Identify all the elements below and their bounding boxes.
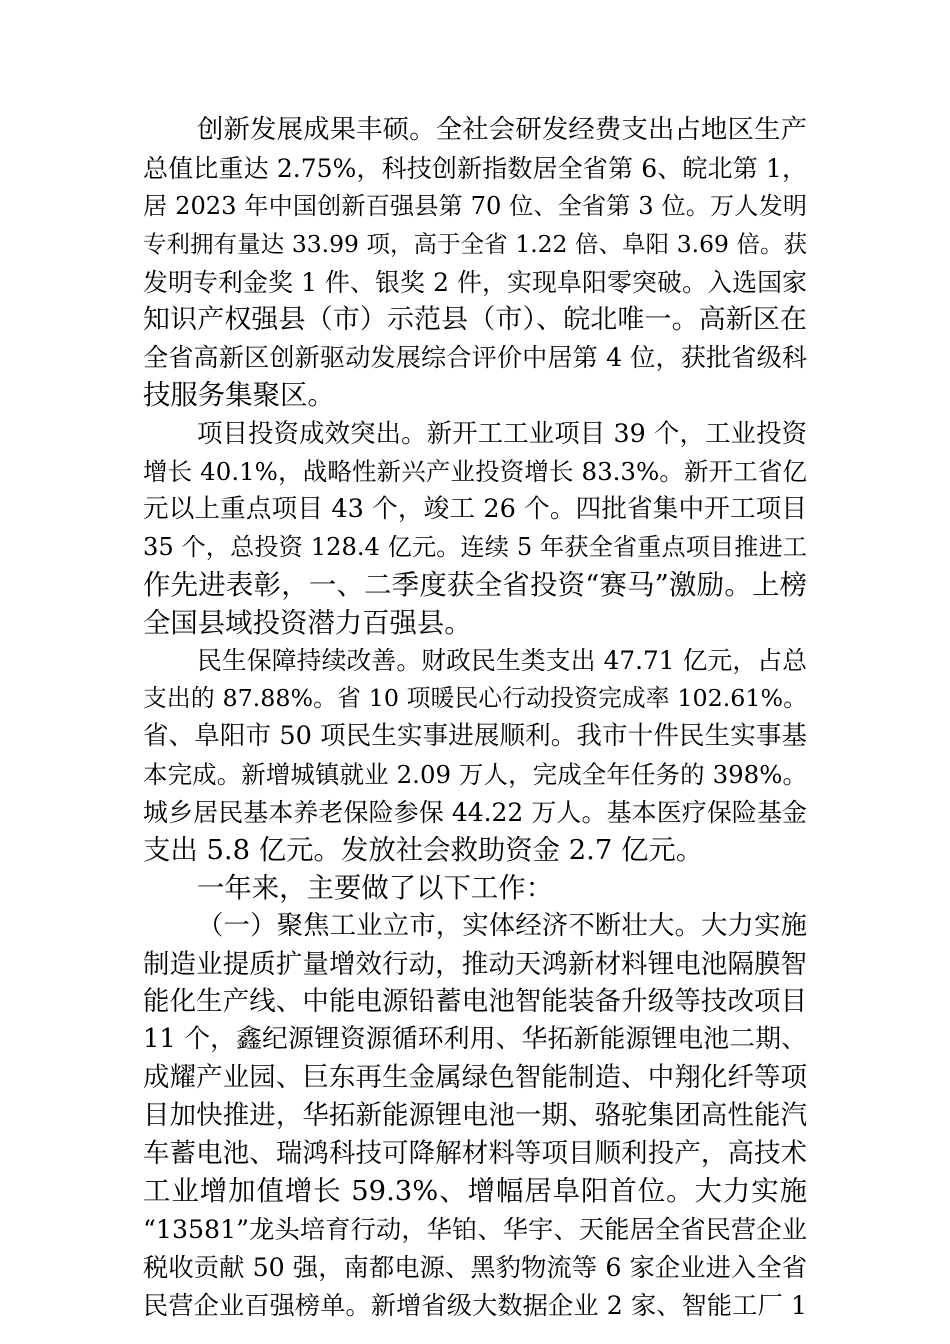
text-line: 城乡居民基本养老保险参保 44.22 万人。基本医疗保险基金 (143, 798, 807, 828)
text-line: （一）聚焦工业立市，实体经济不断壮大。大力实施 (197, 910, 807, 941)
text-line: 居 2023 年中国创新百强县第 70 位、全省第 3 位。万人发明 (143, 191, 807, 220)
text-line: 制造业提质扩量增效行动，推动天鸿新材料锂电池隔膜智 (143, 948, 807, 980)
body-text (143, 112, 807, 1325)
text-line: 全省高新区创新驱动发展综合评价中居第 4 位，获批省级科 (143, 343, 807, 373)
text-line: 发明专利金奖 1 件、银奖 2 件，实现阜阳零突破。入选国家 (143, 267, 807, 297)
text-line: 11 个，鑫纪源锂资源循环利用、华拓新能源锂电池二期、 (143, 1024, 807, 1055)
text-line: 35 个，总投资 128.4 亿元。连续 5 年获全省重点项目推进工 (143, 532, 807, 561)
text-line: 民生保障持续改善。财政民生类支出 47.71 亿元，占总 (197, 646, 807, 676)
text-line: 能化生产线、中能电源铅蓄电池智能装备升级等技改项目 (143, 986, 807, 1018)
text-line: 民营企业百强榜单。新增省级大数据企业 2 家、智能工厂 1 (143, 1290, 807, 1320)
text-line: “13581”龙头培育行动，华铂、华宇、天能居全省民营企业 (143, 1214, 807, 1244)
text-line: 工业增加值增长 59.3%、增幅居阜阳首位。大力实施 (143, 1175, 807, 1207)
text-line: 成耀产业园、巨东再生金属绿色智能制造、中翔化纤等项 (143, 1062, 807, 1094)
text-line: 增长 40.1%，战略性新兴产业投资增长 83.3%。新开工省亿 (143, 457, 807, 487)
text-line: 创新发展成果丰硕。全社会研发经费支出占地区生产 (197, 115, 807, 145)
text-line: 车蓄电池、瑞鸿科技可降解材料等项目顺利投产，高技术 (143, 1138, 807, 1170)
text-line: 技服务集聚区。 (143, 380, 335, 412)
text-line: 本完成。新增城镇就业 2.09 万人，完成全年任务的 398%。 (143, 760, 807, 790)
text-line: 省、阜阳市 50 项民生实事进展顺利。我市十件民生实事基 (143, 721, 807, 752)
text-line: 作先进表彰，一、二季度获全省投资“赛马”激励。上榜 (143, 569, 807, 601)
text-line: 支出 5.8 亿元。发放社会救助资金 2.7 亿元。 (143, 834, 704, 866)
text-line: 一年来，主要做了以下工作： (197, 872, 554, 904)
text-line: 专利拥有量达 33.99 项，高于全省 1.22 倍、阜阳 3.69 倍。获 (143, 229, 807, 258)
text-line: 支出的 87.88%。省 10 项暖民心行动投资完成率 102.61%。 (143, 684, 807, 713)
text-line: 目加快推进，华拓新能源锂电池一期、骆驼集团高性能汽 (143, 1100, 807, 1132)
text-line: 税收贡献 50 强，南都电源、黑豹物流等 6 家企业进入全省 (143, 1252, 807, 1282)
text-line: 元以上重点项目 43 个，竣工 26 个。四批省集中开工项目 (143, 493, 807, 524)
text-line: 项目投资成效突出。新开工工业项目 39 个，工业投资 (197, 418, 807, 449)
text-line: 全国县域投资潜力百强县。 (143, 607, 472, 639)
text-line: 总值比重达 2.75%，科技创新指数居全省第 6、皖北第 1， (143, 153, 807, 183)
text-line: 知识产权强县（市）示范县（市）、皖北唯一。高新区在 (143, 304, 807, 336)
